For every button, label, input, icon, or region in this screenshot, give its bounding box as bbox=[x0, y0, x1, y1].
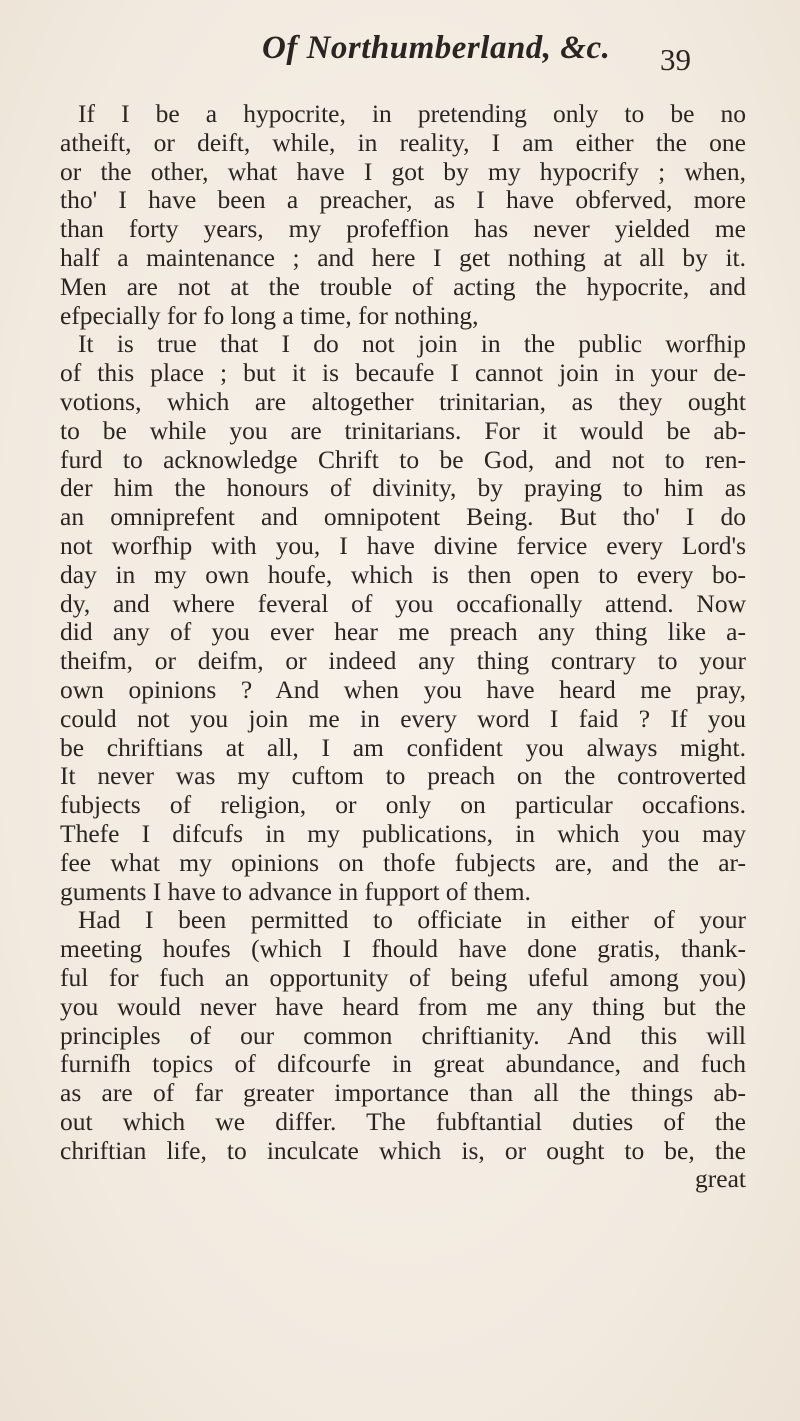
text-line: as are of far greater importance than all the things ab- bbox=[60, 1078, 746, 1108]
body-text bbox=[60, 100, 746, 1194]
text-line: out which we differ. The fubftantial duties of the bbox=[60, 1106, 746, 1136]
text-line: If I be a hypocrite, in pretending only to be no bbox=[78, 99, 746, 128]
text-line: not worfhip with you, I have divine fervice every Lord's bbox=[60, 530, 746, 560]
text-line: tho' I have been a preacher, as I have obferved, more bbox=[60, 185, 746, 215]
text-line: dy, and where feveral of you occafionally attend. Now bbox=[60, 588, 746, 618]
text-line: furd to acknowledge Chrift to be God, and not to ren- bbox=[60, 444, 746, 474]
text-line: der him the honours of divinity, by praying to him as bbox=[60, 473, 746, 503]
text-line: It never was my cuftom to preach on the controverted bbox=[60, 761, 746, 791]
text-line: of this place ; but it is becaufe I cannot join in your de- bbox=[60, 358, 746, 388]
text-line: fee what my opinions on thofe fubjects are, and the ar- bbox=[60, 847, 746, 877]
text-line: day in my own houfe, which is then open to every bo- bbox=[60, 559, 746, 589]
text-line: It is true that I do not join in the public worfhip bbox=[78, 329, 746, 359]
text-line: own opinions ? And when you have heard me pray, bbox=[60, 674, 746, 704]
text-line: be chriftians at all, I am confident you always might. bbox=[60, 732, 746, 762]
text-line: meeting houfes (which I fhould have done gratis, thank- bbox=[60, 934, 746, 964]
text-line: to be while you are trinitarians. For it would be ab- bbox=[60, 415, 746, 445]
text-line: Men are not at the trouble of acting the hypocrite, and bbox=[60, 271, 746, 301]
text-line: did any of you ever hear me preach any thing like a- bbox=[60, 617, 746, 647]
text-line: than forty years, my profeffion has never yielded me bbox=[60, 214, 746, 244]
text-line: furnifh topics of difcourfe in great abundance, and fuch bbox=[60, 1049, 746, 1079]
text-line: chriftian life, to inculcate which is, or ought to be, the bbox=[60, 1135, 746, 1165]
running-head bbox=[0, 16, 800, 86]
text-line: you would never have heard from me any thing but the bbox=[60, 991, 746, 1021]
text-line: an omniprefent and omnipotent Being. But tho' I do bbox=[60, 502, 746, 532]
text-line: Had I been permitted to officiate in either of your bbox=[78, 905, 746, 935]
catchword: great bbox=[695, 1164, 746, 1194]
text-line: atheift, or deift, while, in reality, I am either the one bbox=[60, 127, 746, 157]
text-line: guments I have to advance in fupport of them. bbox=[60, 876, 531, 906]
text-line: votions, which are altogether trinitarian, as they ought bbox=[60, 386, 746, 416]
running-head-title: Of Northumberland, &c. bbox=[262, 30, 611, 66]
text-line: could not you join me in every word I faid ? If you bbox=[60, 703, 746, 733]
page-number: 39 bbox=[660, 42, 691, 77]
text-line: half a maintenance ; and here I get nothing at all by it. bbox=[60, 242, 746, 272]
text-line: ful for fuch an opportunity of being ufeful among you) bbox=[60, 962, 746, 992]
text-line: theifm, or deifm, or indeed any thing contrary to your bbox=[60, 646, 746, 676]
text-line: efpecially for fo long a time, for nothing, bbox=[60, 300, 479, 330]
text-line: or the other, what have I got by my hypocrify ; when, bbox=[60, 156, 746, 186]
text-line: fubjects of religion, or only on particular occafions. bbox=[60, 790, 746, 820]
text-line: principles of our common chriftianity. And this will bbox=[60, 1020, 746, 1050]
text-line: Thefe I difcufs in my publications, in which you may bbox=[60, 818, 746, 848]
